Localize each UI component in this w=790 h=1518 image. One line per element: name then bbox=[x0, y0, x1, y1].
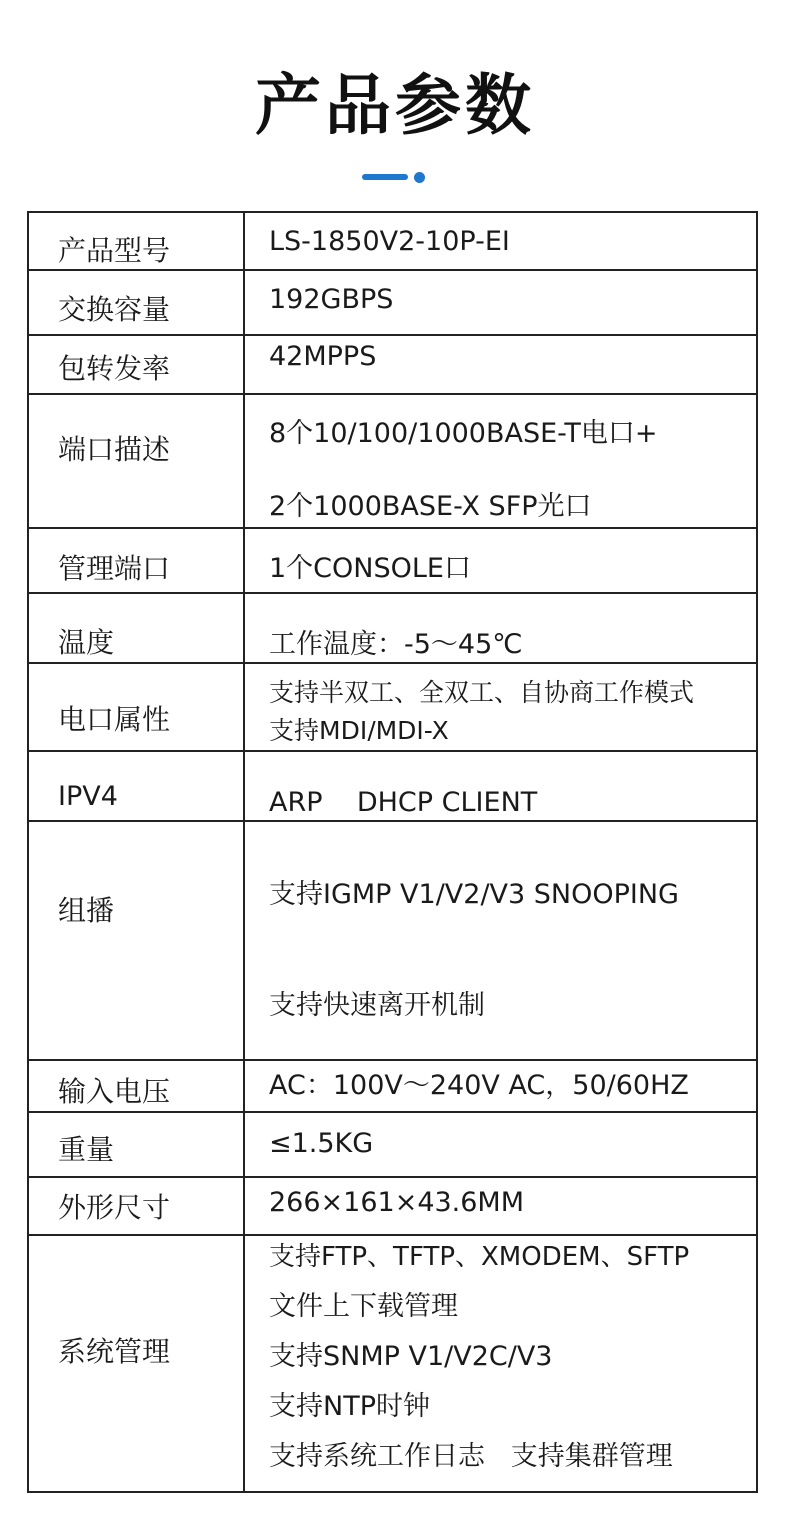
spec-value: 192GBPS bbox=[269, 284, 394, 315]
spec-row-switching-capacity bbox=[28, 270, 757, 335]
spec-value: 支持MDI/MDI-X bbox=[269, 716, 449, 741]
spec-value: 支持NTP时钟 bbox=[269, 1391, 430, 1422]
spec-value: 1个CONSOLE口 bbox=[269, 553, 471, 584]
spec-row-management-port bbox=[28, 528, 757, 593]
spec-key: 管理端口 bbox=[58, 552, 171, 585]
spec-row-input-voltage bbox=[28, 1060, 757, 1112]
spec-row-ipv4 bbox=[28, 751, 757, 821]
spec-key: IPV4 bbox=[58, 781, 118, 812]
spec-row-weight bbox=[28, 1112, 757, 1177]
spec-key: 产品型号 bbox=[58, 234, 171, 267]
spec-key: 温度 bbox=[58, 626, 115, 659]
spec-value: 266×161×43.6MM bbox=[269, 1187, 525, 1218]
spec-value: 文件上下载管理 bbox=[269, 1291, 458, 1322]
spec-value: 支持FTP、TFTP、XMODEM、SFTP bbox=[269, 1242, 690, 1272]
spec-row-system-management bbox=[28, 1235, 757, 1492]
spec-row-multicast bbox=[28, 821, 757, 1060]
spec-value: ≤1.5KG bbox=[269, 1128, 374, 1159]
spec-value: 42MPPS bbox=[269, 341, 377, 372]
spec-key: 电口属性 bbox=[58, 703, 171, 736]
spec-table bbox=[27, 211, 758, 1493]
spec-value: 支持快速离开机制 bbox=[269, 990, 485, 1021]
spec-key: 包转发率 bbox=[58, 352, 171, 385]
spec-value: 支持SNMP V1/V2C/V3 bbox=[269, 1341, 553, 1372]
spec-value: 8个10/100/1000BASE-T电口+ bbox=[269, 418, 658, 449]
spec-row-temperature bbox=[28, 593, 757, 663]
spec-value: LS-1850V2-10P-EI bbox=[269, 226, 510, 257]
spec-key: 输入电压 bbox=[58, 1075, 171, 1108]
spec-value: ARP DHCP CLIENT bbox=[269, 787, 538, 818]
spec-row-dimensions bbox=[28, 1177, 757, 1235]
spec-row-ports bbox=[28, 394, 757, 528]
page-title: 产品参数 bbox=[255, 67, 535, 144]
spec-value: AC：100V～240V AC，50/60HZ bbox=[269, 1070, 689, 1101]
spec-value: 工作温度：-5～45℃ bbox=[269, 629, 523, 660]
spec-key: 系统管理 bbox=[58, 1335, 171, 1368]
spec-row-model bbox=[28, 212, 757, 270]
spec-key: 端口描述 bbox=[58, 433, 171, 466]
spec-key: 交换容量 bbox=[58, 293, 171, 326]
spec-value: 支持系统工作日志 支持集群管理 bbox=[269, 1441, 673, 1472]
spec-key: 重量 bbox=[58, 1133, 115, 1166]
spec-key: 外形尺寸 bbox=[58, 1191, 171, 1224]
accent-dot bbox=[414, 172, 425, 183]
spec-key: 组播 bbox=[58, 894, 115, 927]
spec-value: 支持半双工、全双工、自协商工作模式 bbox=[269, 678, 695, 707]
spec-row-forwarding-rate bbox=[28, 335, 757, 394]
spec-value: 2个1000BASE-X SFP光口 bbox=[269, 491, 592, 522]
spec-value: 支持IGMP V1/V2/V3 SNOOPING bbox=[269, 879, 679, 910]
accent-bar bbox=[362, 174, 408, 180]
spec-row-port-attributes bbox=[28, 663, 757, 751]
